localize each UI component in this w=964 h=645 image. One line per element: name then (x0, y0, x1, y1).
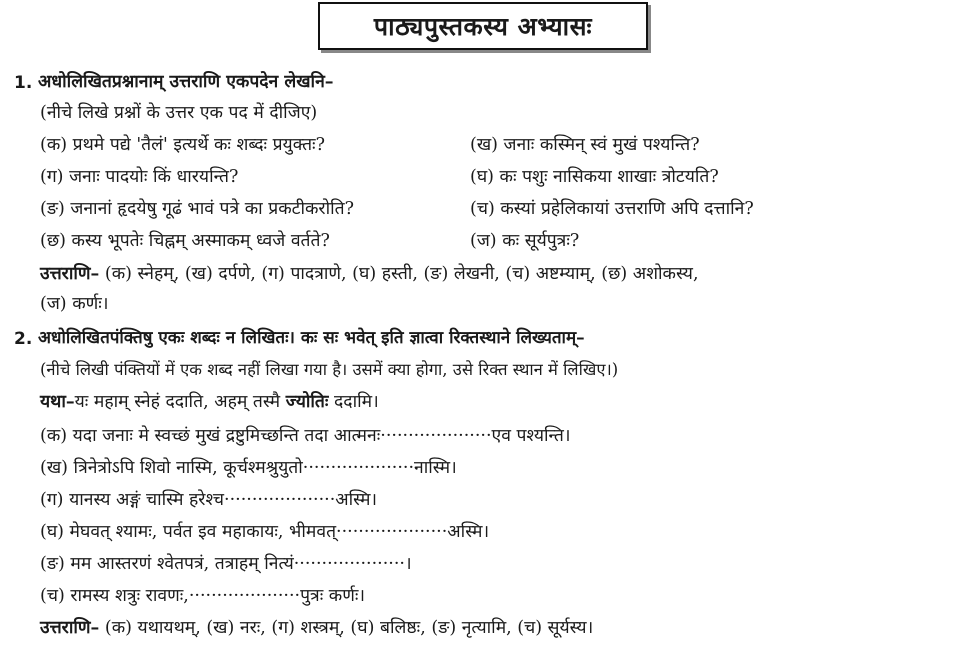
q1-item-kha: (ख) जनाः कस्मिन् स्वं मुखं पश्यन्ति? (470, 135, 700, 155)
q1-answer-line1 (40, 262, 699, 286)
q2-hindi-instruction: (नीचे लिखी पंक्तियों में एक शब्द नहीं लिखा गया है। उसमें क्या होगा, उसे रिक्त स्थान में लिखिए।) (40, 360, 619, 379)
q2-item-ka: (क) यदा जनाः मे स्वच्छं मुखं द्रष्टुमिच्छन्ति तदा आत्मनः····················एव पश्यन्ति। (40, 426, 571, 446)
q2-item-gha: (घ) मेघवत् श्यामः, पर्वत इव महाकायः, भीमवत्····················अस्मि। (40, 522, 490, 542)
q1-item-nga: (ङ) जनानां हृदयेषु गूढं भावं पत्रे का प्रकटीकरोति? (40, 199, 355, 219)
q2-example-text: यः महाम् स्नेहं ददाति, अहम् तस्मै (74, 392, 286, 412)
q1-item-gha: (घ) कः पशुः नासिकया शाखाः त्रोटयति? (470, 167, 719, 187)
q2-example (40, 390, 379, 414)
q2-example-label: यथा– (40, 392, 75, 412)
q2-item-cha: (च) रामस्य शत्रुः रावणः,····················पुत्रः कर्णः। (40, 586, 366, 606)
q2-number: 2. (14, 329, 33, 349)
q1-answer-line2: (ज) कर्णः। (40, 294, 109, 314)
q1-answer-text: (क) स्नेहम्, (ख) दर्पणे, (ग) पादत्राणे, (घ) हस्ती, (ङ) लेखनी, (च) अष्टम्याम्, (छ) अशोकस्य, (104, 264, 699, 284)
q2-answer-text: (क) यथायथम्, (ख) नरः, (ग) शस्त्रम्, (घ) बलिष्ठः, (ङ) नृत्यामि, (च) सूर्यस्य। (104, 618, 594, 638)
q2-item-ga: (ग) यानस्य अङ्गं चास्मि हरेश्च····················अस्मि। (40, 490, 378, 510)
q1-item-chha: (छ) कस्य भूपतेः चिह्नम् अस्माकम् ध्वजे वर्तते? (40, 231, 330, 251)
q1-heading: अधोलिखितप्रश्नानाम् उत्तराणि एकपदेन लेखनि– (38, 72, 334, 92)
q1-item-cha: (च) कस्यां प्रहेलिकायां उत्तराणि अपि दत्तानि? (470, 199, 754, 219)
q2-item-nga: (ङ) मम आस्तरणं श्वेतपत्रं, तत्राहम् नित्यं····················। (40, 554, 412, 574)
q1-hindi-instruction: (नीचे लिखे प्रश्नों के उत्तर एक पद में दीजिए) (40, 103, 318, 123)
q2-example-answer: ज्योतिः (285, 392, 329, 412)
q2-item-kha: (ख) त्रिनेत्रोऽपि शिवो नास्मि, कूर्चश्मश्रुयुतो····················नास्मि। (40, 458, 457, 478)
q2-example-end: ददामि। (328, 392, 379, 412)
exercise-title: पाठ्यपुस्तकस्य अभ्यासः (318, 2, 648, 50)
q1-item-ka: (क) प्रथमे पद्ये 'तैलं' इत्यर्थे कः शब्दः प्रयुक्तः? (40, 135, 325, 155)
q1-item-ga: (ग) जनाः पादयोः किं धारयन्ति? (40, 167, 239, 187)
q1-number: 1. (14, 73, 33, 93)
q2-answer-label: उत्तराणि– (40, 618, 100, 638)
q2-answer (40, 616, 593, 640)
q1-answer-label: उत्तराणि– (40, 264, 100, 284)
q2-heading: अधोलिखितपंक्तिषु एकः शब्दः न लिखितः। कः सः भवेत् इति ज्ञात्वा रिक्तस्थाने लिख्यताम्– (38, 328, 585, 348)
q1-item-ja: (ज) कः सूर्यपुत्रः? (470, 231, 580, 251)
